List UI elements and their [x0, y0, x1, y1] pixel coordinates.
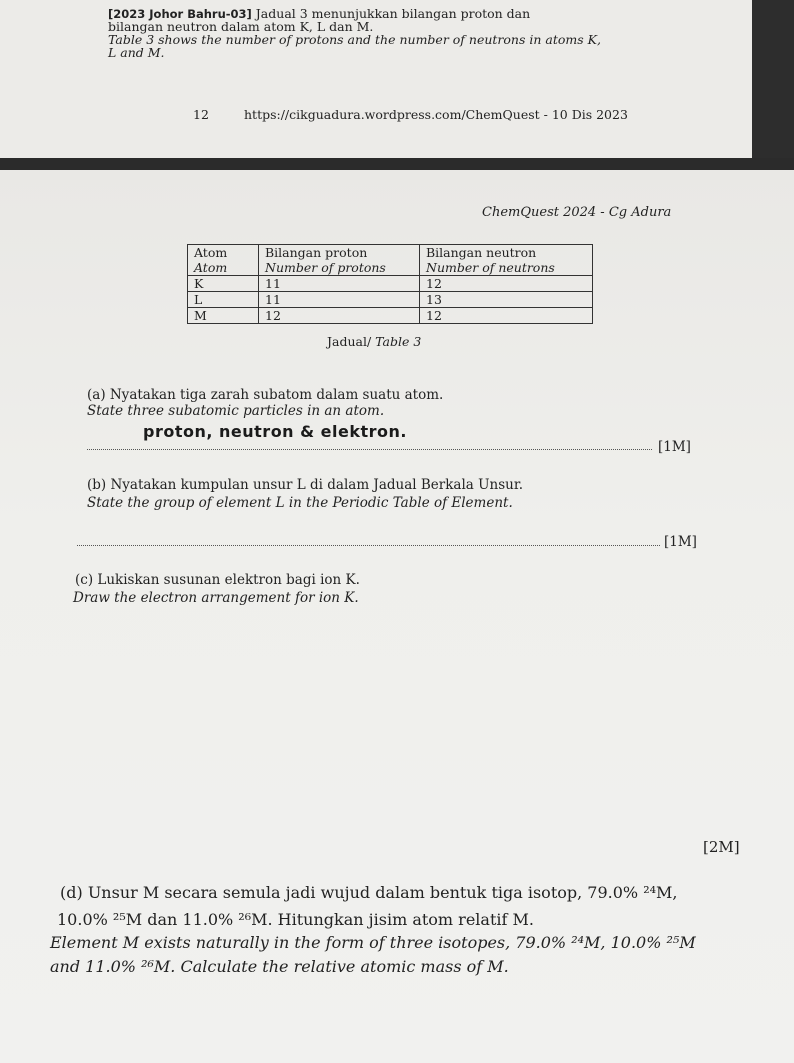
intro-ms-line-2: bilangan neutron dalam atom K, L dan M. [108, 19, 374, 34]
page-divider [0, 158, 794, 170]
table-cell: 11 [259, 292, 420, 308]
table-cell: 11 [259, 276, 420, 292]
table-row [188, 276, 593, 292]
question-d-ms-line-2: 10.0% ²⁵M dan 11.0% ²⁶M. Hitungkan jisim atom relatif M. [57, 910, 534, 929]
question-c-en: Draw the electron arrangement for ion K. [73, 590, 359, 606]
table-row [188, 292, 593, 308]
mark-a: [1M] [658, 439, 691, 455]
question-d-en-line-1: Element M exists naturally in the form of three isotopes, 79.0% ²⁴M, 10.0% ²⁵M [50, 933, 696, 952]
question-a-ms: (a) Nyatakan tiga zarah subatom dalam suatu atom. [87, 387, 444, 403]
intro-en-line-2: L and M. [108, 45, 165, 60]
table-cell: 13 [420, 292, 593, 308]
table-row [188, 308, 593, 324]
question-a-en: State three subatomic particles in an atom. [87, 403, 385, 419]
table-cell: 12 [259, 308, 420, 324]
question-d-ms-line-1: (d) Unsur M secara semula jadi wujud dalam bentuk tiga isotop, 79.0% ²⁴M, [60, 883, 678, 902]
footer-url: https://cikguadura.wordpress.com/ChemQuest - 10 Dis 2023 [244, 107, 628, 122]
table-cell: M [188, 308, 259, 324]
question-c-ms: (c) Lukiskan susunan elektron bagi ion K. [75, 572, 360, 588]
table-cell: 12 [420, 276, 593, 292]
question-b-en: State the group of element L in the Periodic Table of Element. [87, 495, 513, 511]
intro-ms-line-1: [2023 Johor Bahru-03] Jadual 3 menunjukkan bilangan proton dan [108, 6, 531, 21]
page-header: ChemQuest 2024 - Cg Adura [482, 205, 672, 220]
table-header-cell: Bilangan neutron Number of neutrons [420, 245, 593, 276]
answer-line [87, 449, 652, 450]
table-cell: L [188, 292, 259, 308]
page-number: 12 [193, 107, 209, 122]
table-caption: Jadual/ Table 3 [327, 334, 422, 349]
question-b-ms: (b) Nyatakan kumpulan unsur L di dalam Jadual Berkala Unsur. [87, 477, 524, 493]
table-header-cell: Atom Atom [188, 245, 259, 276]
table-header-row [188, 245, 593, 276]
table-3 [187, 244, 593, 324]
mark-b: [1M] [664, 534, 697, 550]
question-d-en-line-2: and 11.0% ²⁶M. Calculate the relative atomic mass of M. [50, 957, 509, 976]
background-edge [752, 0, 794, 158]
handwritten-answer: proton, neutron & elektron. [143, 422, 407, 441]
answer-line [77, 545, 660, 546]
intro-en-line-1: Table 3 shows the number of protons and the number of neutrons in atoms K, [108, 32, 601, 47]
table-cell: K [188, 276, 259, 292]
mark-c: [2M] [703, 838, 740, 856]
previous-page [0, 0, 752, 158]
table-header-cell: Bilangan proton Number of protons [259, 245, 420, 276]
source-tag: [2023 Johor Bahru-03] [108, 7, 252, 21]
table-cell: 12 [420, 308, 593, 324]
